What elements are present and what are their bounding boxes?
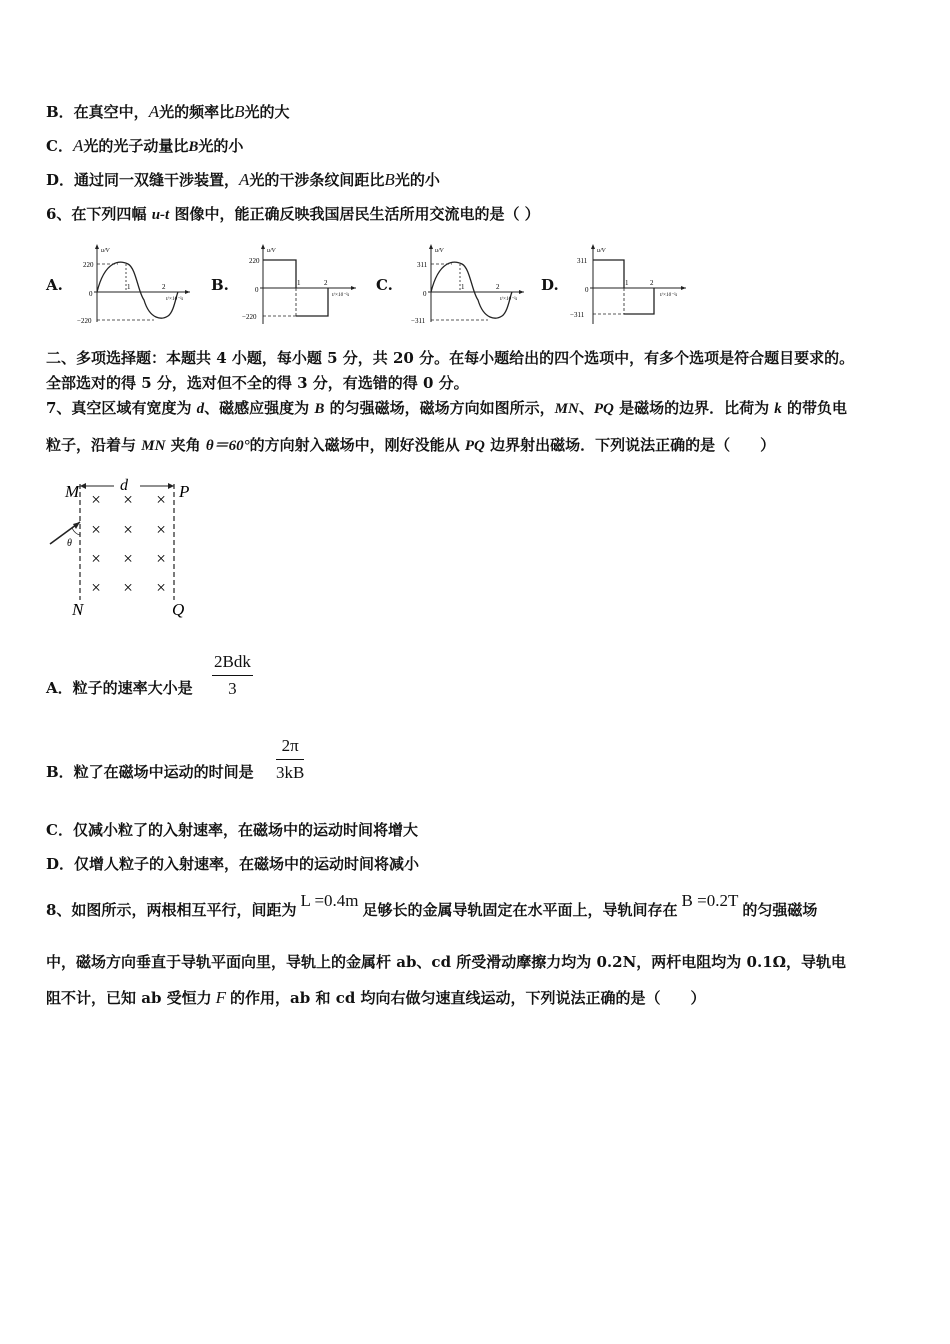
q7-option-b: B．粒了在磁场中运动的时间是 bbox=[46, 763, 254, 781]
label-P: P bbox=[179, 482, 190, 501]
q8-stem-line3: 阻不计，已知 ab 受恒力 F 的作用，ab 和 cd 均向右做匀速直线运动，下列说法正确的是（ ） bbox=[46, 988, 706, 1007]
q7-option-a-fraction bbox=[212, 652, 253, 699]
origin-label: 0 bbox=[89, 290, 93, 298]
field-cross: × bbox=[156, 520, 166, 539]
q6-option-d-label: D. bbox=[541, 276, 559, 294]
trough-label: −220 bbox=[242, 313, 257, 321]
fraction-numerator: 2Bdk bbox=[214, 652, 251, 671]
field-cross: × bbox=[91, 520, 101, 539]
width-label-d: d bbox=[120, 477, 128, 494]
peak-label: 220 bbox=[83, 261, 94, 269]
q6-option-a-label: A. bbox=[46, 276, 63, 294]
field-cross: × bbox=[156, 578, 166, 597]
section2-header-line2: 全部选对的得 5 分，选对但不全的得 3 分，有选错的得 0 分。 bbox=[46, 374, 469, 392]
peak-label: 311 bbox=[417, 261, 428, 269]
angle-label-theta: θ bbox=[67, 538, 72, 549]
axis-y-label: u/V bbox=[597, 248, 606, 254]
q8-stem-line2: 中，磁场方向垂直于导轨平面向里，导轨上的金属杆 ab、cd 所受滑动摩擦力均为 0.2N，两杆电阻均为 0.1Ω，导轨电 bbox=[46, 953, 846, 971]
tick-1-label: 1 bbox=[461, 283, 465, 291]
q6-graph-d bbox=[566, 240, 688, 328]
q6-graph-a bbox=[70, 240, 192, 328]
tick-2-label: 2 bbox=[496, 283, 500, 291]
tick-2-label: 2 bbox=[162, 283, 166, 291]
tick-1-label: 1 bbox=[625, 279, 629, 287]
origin-label: 0 bbox=[423, 290, 427, 298]
field-cross: × bbox=[91, 549, 101, 568]
q6-option-c-label: C. bbox=[376, 276, 393, 294]
axis-x-label: t/×10⁻²s bbox=[660, 293, 678, 298]
field-cross: × bbox=[91, 490, 101, 509]
tick-2-label: 2 bbox=[650, 279, 654, 287]
trough-label: −311 bbox=[570, 311, 585, 319]
label-Q: Q bbox=[172, 600, 185, 619]
q6-stem: 6、在下列四幅 u-t 图像中，能正确反映我国居民生活所用交流电的是（ ） bbox=[46, 205, 540, 223]
q6-option-b-label: B. bbox=[211, 276, 229, 294]
field-cross: × bbox=[123, 490, 133, 509]
axis-x-label: t/×10⁻²s bbox=[166, 297, 184, 302]
q7-stem-line2: 粒子，沿着与 MN 夹角 θ＝60°的方向射入磁场中，刚好没能从 PQ 边界射出磁场．下列说法正确的是（ ） bbox=[46, 436, 776, 454]
field-cross: × bbox=[123, 520, 133, 539]
q7-option-c: C．仅减小粒了的入射速率，在磁场中的运动时间将增大 bbox=[46, 821, 418, 839]
q7-magnetic-field-figure bbox=[46, 472, 206, 622]
axis-y-label: u/V bbox=[267, 248, 276, 254]
axis-x-label: t/×10⁻²s bbox=[500, 297, 518, 302]
q8-field-value: B =0.2T bbox=[681, 891, 739, 910]
field-cross: × bbox=[156, 490, 166, 509]
q8-stem-line1: 8、如图所示，两根相互平行，间距为 L =0.4m 足够长的金属导轨固定在水平面上，导轨间存在 B =0.2T 的匀强磁场 bbox=[46, 891, 818, 919]
q7-option-d: D．仅增人粒子的入射速率，在磁场中的运动时间将减小 bbox=[46, 855, 420, 873]
trough-label: −220 bbox=[77, 317, 92, 325]
field-cross: × bbox=[123, 578, 133, 597]
peak-label: 220 bbox=[249, 257, 260, 265]
q5-option-d: D．通过同一双缝干涉装置，A光的干涉条纹间距比B光的小 bbox=[46, 170, 440, 189]
tick-1-label: 1 bbox=[127, 283, 131, 291]
axis-y-label: u/V bbox=[435, 248, 444, 254]
q6-graph-c bbox=[404, 240, 526, 328]
q8-distance-value: L =0.4m bbox=[300, 891, 359, 910]
label-N: N bbox=[72, 600, 84, 619]
q7-stem-line1: 7、真空区域有宽度为 d、磁感应强度为 B 的匀强磁场，磁场方向如图所示，MN、PQ 是磁场的边界．比荷为 k 的带负电 bbox=[46, 399, 848, 417]
section2-header-line1: 二、多项选择题：本题共 4 小题，每小题 5 分，共 20 分。在每小题给出的四个选项中，有多个选项是符合题目要求的。 bbox=[46, 349, 855, 367]
q7-option-a: A．粒子的速率大小是 bbox=[46, 679, 193, 697]
peak-label: 311 bbox=[577, 257, 588, 265]
q7-option-b-fraction bbox=[276, 736, 304, 783]
label-M: M bbox=[65, 482, 80, 501]
fraction-denominator: 3kB bbox=[276, 763, 305, 782]
origin-label: 0 bbox=[255, 286, 259, 294]
trough-label: −311 bbox=[411, 317, 426, 325]
origin-label: 0 bbox=[585, 286, 589, 294]
field-cross: × bbox=[123, 549, 133, 568]
axis-y-label: u/V bbox=[101, 248, 110, 254]
q5-option-c: C．A光的光子动量比B光的小 bbox=[46, 136, 244, 155]
q5-option-b: B．在真空中，A光的频率比B光的大 bbox=[46, 102, 290, 121]
field-cross: × bbox=[156, 549, 166, 568]
q6-graph-b bbox=[236, 240, 358, 328]
field-cross: × bbox=[91, 578, 101, 597]
fraction-numerator: 2π bbox=[281, 736, 299, 755]
tick-1-label: 1 bbox=[297, 279, 301, 287]
tick-2-label: 2 bbox=[324, 279, 328, 287]
fraction-denominator: 3 bbox=[228, 679, 237, 698]
axis-x-label: t/×10⁻²s bbox=[332, 293, 350, 298]
